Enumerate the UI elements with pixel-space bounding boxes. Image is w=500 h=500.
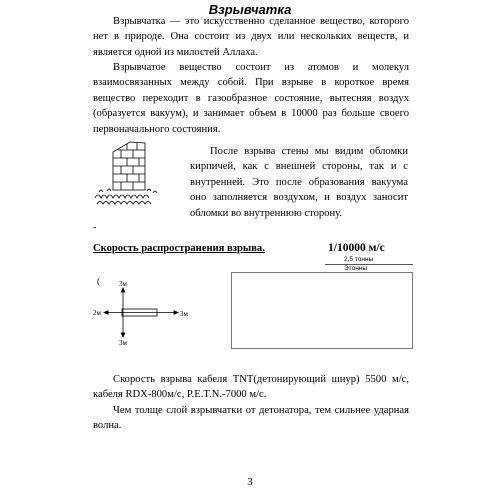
diagram-top-label: 3м [119, 280, 127, 288]
speed-value: 1/10000 м/с [328, 242, 385, 254]
tons-divider [325, 264, 413, 265]
tons-label-bottom: Этонны [344, 265, 368, 272]
diagram-bottom-label: 3м [119, 339, 127, 347]
paragraph-wall-effect: После взрыва стены мы видим обломки кирпичей, как с внешней стороны, так и с внутренней. Это после образования вакуума оно заполняется воздухом, и воздух заносит обломки во внутреннюю сторону. [190, 146, 408, 219]
page-number: 3 [247, 476, 253, 488]
diagram-left-label: 2м [93, 309, 101, 317]
blast-direction-diagram [88, 275, 208, 347]
speed-heading: Скорость распространения взрыва. [93, 243, 265, 254]
tons-label-top: 2,5 тонны [344, 256, 374, 263]
paragraph-intro: Взрывчатка — это искусственно сделанное вещество, которого нет в природе. Она состоит из двух или нескольких веществ, и является одной из милостей Аллаха. [93, 16, 409, 58]
dash-mark: - [93, 222, 97, 233]
paragraph-shockwave: Чем толще слой взрывчатки от детонатора, тем сильнее ударная волна. [93, 405, 409, 432]
brick-wall-illustration [93, 140, 163, 206]
empty-frame [231, 272, 413, 349]
page-title: Взрывчатка [208, 2, 292, 17]
paragraph-composition: Взрывчатое вещество состоит из атомов и молекул взаимосвязанных между собой. При взрыве в короткое время вещество переходит в газообразное состояние, вытесняя воздух (образуется вакуум), и занимает объем в 10000 раз больше своего первоначального состояния. [93, 62, 409, 135]
paragraph-cable-speed: Скорость взрыва кабеля TNT(детонирующий шнур) 5500 м/с, кабеля RDX-800м/с, P.E.T.N.-7000 м/с. [93, 374, 409, 401]
direction-arrows [104, 288, 178, 337]
diagram-bracket: ( [97, 276, 100, 286]
diagram-right-label: 3м [180, 310, 188, 318]
